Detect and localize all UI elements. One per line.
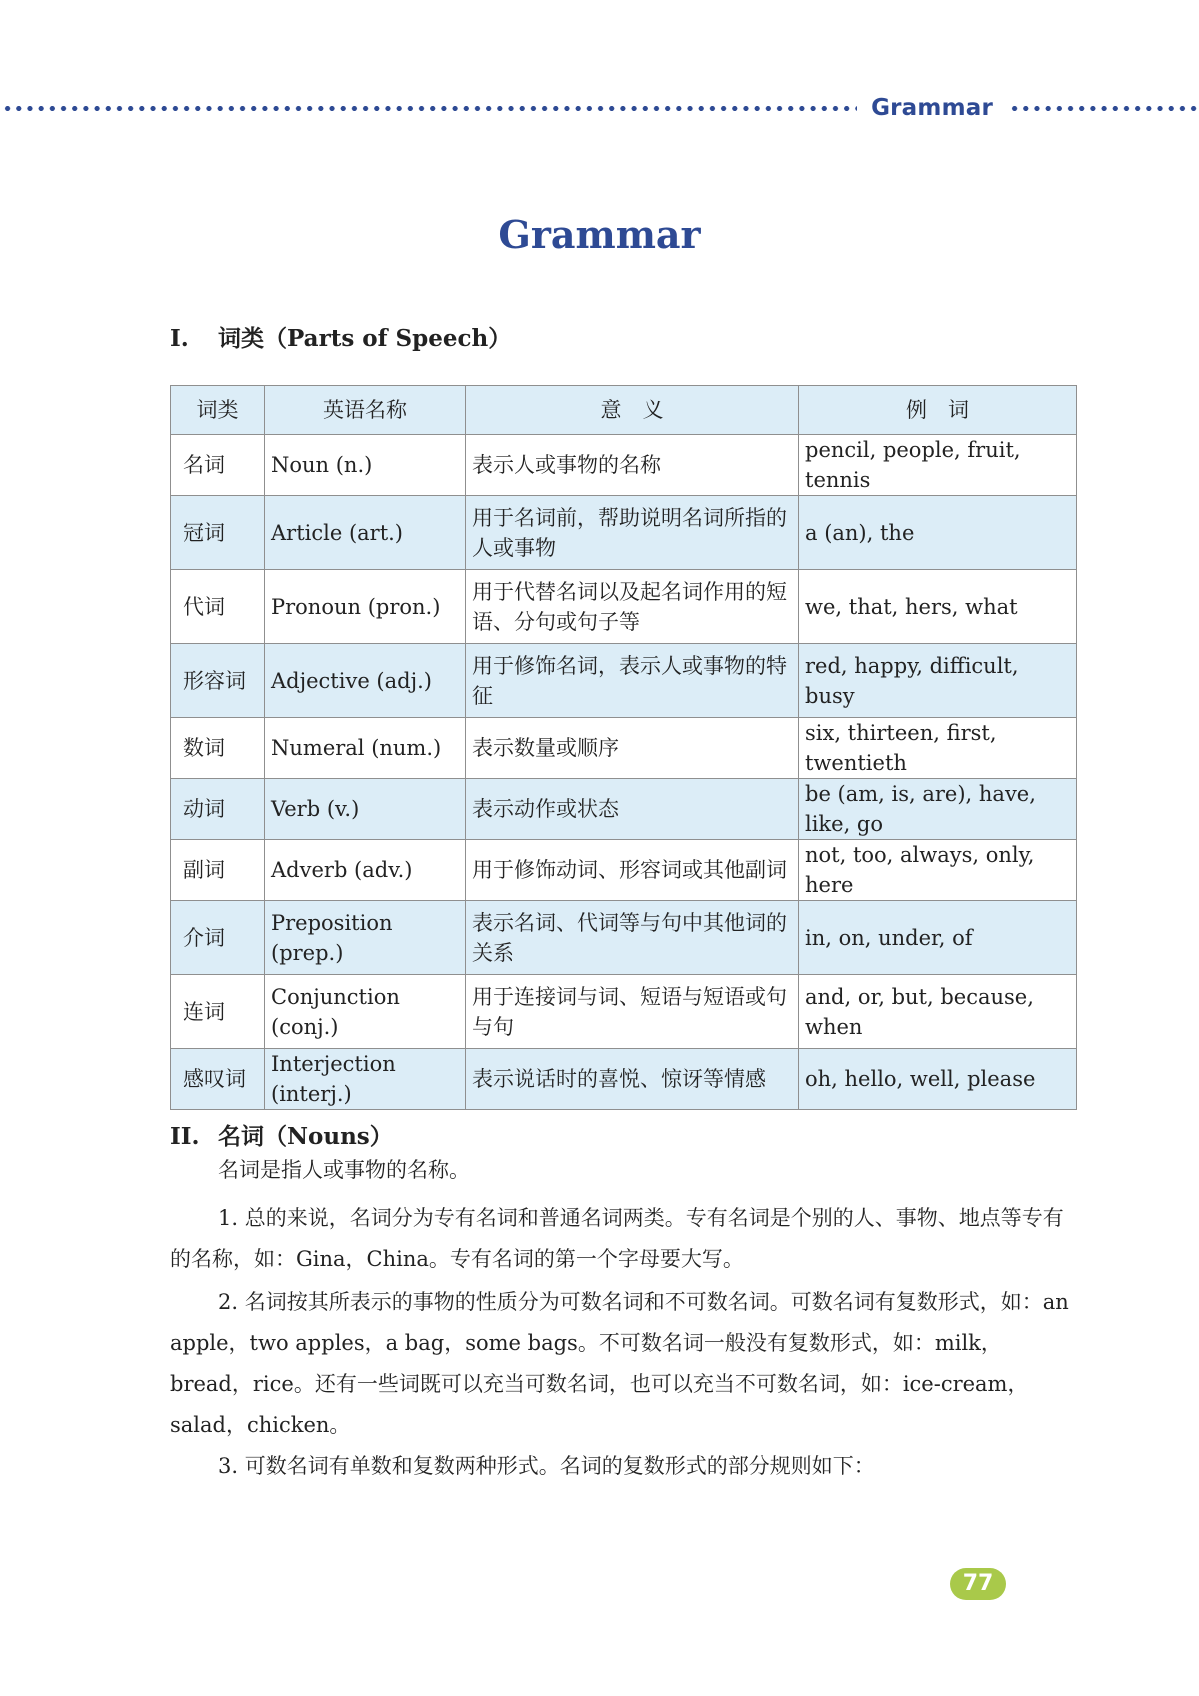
cell-examples: and, or, but, because, when xyxy=(799,975,1077,1049)
nouns-paragraph-1: 1. 总的来说，名词分为专有名词和普通名词两类。专有名词是个别的人、事物、地点等专有的名称，如：Gina，China。专有名词的第一个字母要大写。 xyxy=(170,1206,1064,1271)
table-row xyxy=(171,496,1077,570)
cell-category: 数词 xyxy=(171,718,265,779)
running-header xyxy=(0,96,1199,120)
cell-english-name: Preposition (prep.) xyxy=(265,901,466,975)
cell-examples: six, thirteen, first, twentieth xyxy=(799,718,1077,779)
cell-meaning: 用于连接词与词、短语与短语或句与句 xyxy=(466,975,799,1049)
section-title: 名词（Nouns） xyxy=(218,1123,393,1150)
nouns-intro: 名词是指人或事物的名称。 xyxy=(218,1158,470,1182)
page-title: Grammar xyxy=(498,212,701,257)
cell-english-name: Article (art.) xyxy=(265,496,466,570)
running-header-label: Grammar xyxy=(871,95,993,121)
cell-category: 动词 xyxy=(171,779,265,840)
cell-english-name: Adjective (adj.) xyxy=(265,644,466,718)
cell-category: 副词 xyxy=(171,840,265,901)
cell-examples: not, too, always, only, here xyxy=(799,840,1077,901)
cell-meaning: 表示数量或顺序 xyxy=(466,718,799,779)
cell-examples: red, happy, difficult, busy xyxy=(799,644,1077,718)
cell-english-name: Pronoun (pron.) xyxy=(265,570,466,644)
section-heading-parts-of-speech xyxy=(170,320,511,353)
dotted-rule-right xyxy=(1007,106,1199,111)
cell-examples: a (an), the xyxy=(799,496,1077,570)
table-header-row xyxy=(171,386,1077,435)
cell-examples: oh, hello, well, please xyxy=(799,1049,1077,1110)
table-row xyxy=(171,840,1077,901)
cell-english-name: Conjunction (conj.) xyxy=(265,975,466,1049)
cell-meaning: 用于代替名词以及起名词作用的短语、分句或句子等 xyxy=(466,570,799,644)
section-title: 词类（Parts of Speech） xyxy=(218,325,512,352)
table-row xyxy=(171,435,1077,496)
section-number: II. xyxy=(170,1123,200,1150)
cell-english-name: Noun (n.) xyxy=(265,435,466,496)
column-header-english-name: 英语名称 xyxy=(265,386,466,435)
cell-examples: we, that, hers, what xyxy=(799,570,1077,644)
cell-meaning: 表示动作或状态 xyxy=(466,779,799,840)
table-row xyxy=(171,718,1077,779)
table-row xyxy=(171,570,1077,644)
cell-english-name: Numeral (num.) xyxy=(265,718,466,779)
parts-of-speech-table xyxy=(170,385,1077,1110)
nouns-paragraph-3: 3. 可数名词有单数和复数两种形式。名词的复数形式的部分规则如下： xyxy=(218,1454,875,1478)
nouns-paragraph-2: 2. 名词按其所表示的事物的性质分为可数名词和不可数名词。可数名词有复数形式，如：an apple，two apples，a bag，some bags。不可数名词一般没有复数形式，如：milk，bread，rice。还有一些词既可以充当可数名词，也可以充当不可数名词，如：ice-cream，salad，chicken。 xyxy=(170,1290,1069,1437)
cell-examples: pencil, people, fruit, tennis xyxy=(799,435,1077,496)
cell-category: 连词 xyxy=(171,975,265,1049)
table-row xyxy=(171,975,1077,1049)
cell-meaning: 表示人或事物的名称 xyxy=(466,435,799,496)
cell-category: 名词 xyxy=(171,435,265,496)
column-header-category: 词类 xyxy=(171,386,265,435)
cell-english-name: Interjection (interj.) xyxy=(265,1049,466,1110)
column-header-meaning: 意 义 xyxy=(466,386,799,435)
cell-category: 冠词 xyxy=(171,496,265,570)
page-number-badge: 77 xyxy=(950,1568,1006,1600)
cell-meaning: 表示说话时的喜悦、惊讶等情感 xyxy=(466,1049,799,1110)
cell-category: 感叹词 xyxy=(171,1049,265,1110)
table-row xyxy=(171,1049,1077,1110)
column-header-examples: 例 词 xyxy=(799,386,1077,435)
cell-category: 形容词 xyxy=(171,644,265,718)
dotted-rule-left xyxy=(0,106,857,111)
cell-english-name: Adverb (adv.) xyxy=(265,840,466,901)
cell-category: 介词 xyxy=(171,901,265,975)
table-row xyxy=(171,901,1077,975)
cell-meaning: 用于名词前，帮助说明名词所指的人或事物 xyxy=(466,496,799,570)
cell-examples: in, on, under, of xyxy=(799,901,1077,975)
cell-english-name: Verb (v.) xyxy=(265,779,466,840)
cell-category: 代词 xyxy=(171,570,265,644)
cell-meaning: 用于修饰名词，表示人或事物的特征 xyxy=(466,644,799,718)
section-number: I. xyxy=(170,325,189,352)
section-heading-nouns xyxy=(170,1118,393,1151)
cell-meaning: 表示名词、代词等与句中其他词的关系 xyxy=(466,901,799,975)
table-row xyxy=(171,644,1077,718)
table-row xyxy=(171,779,1077,840)
cell-examples: be (am, is, are), have, like, go xyxy=(799,779,1077,840)
cell-meaning: 用于修饰动词、形容词或其他副词 xyxy=(466,840,799,901)
